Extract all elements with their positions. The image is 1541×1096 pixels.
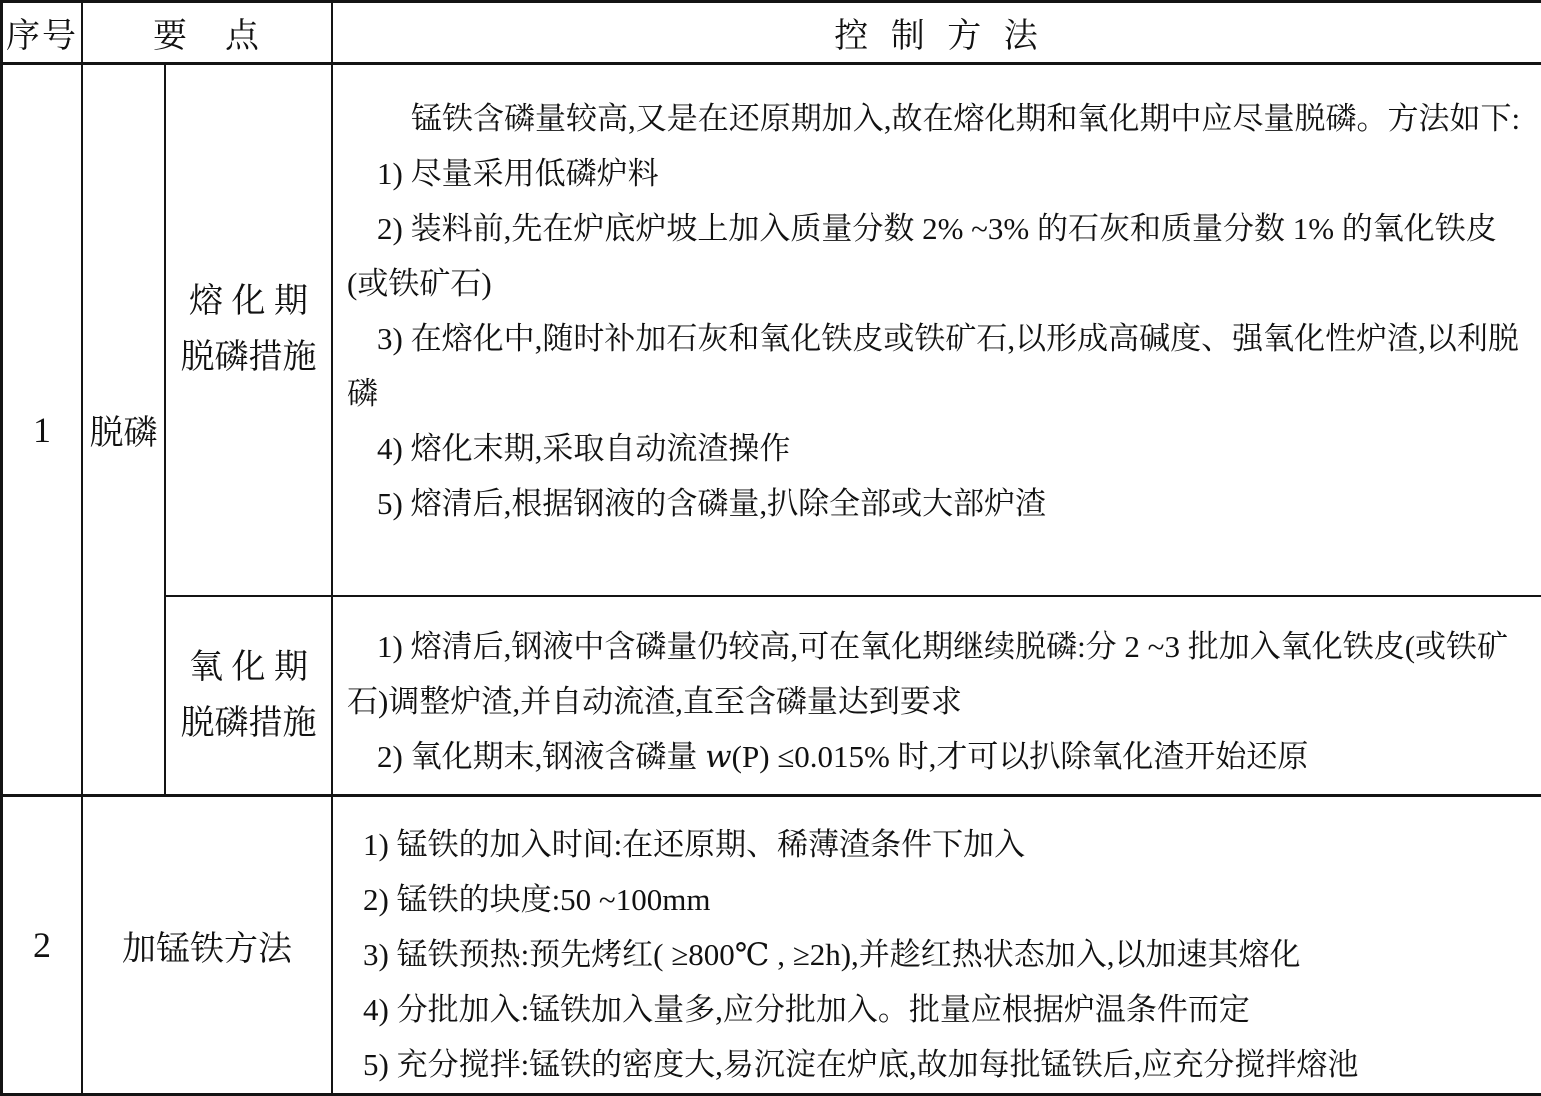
row1-oxidation-label-cell	[166, 597, 333, 797]
list-item: 4) 分批加入:锰铁加入量多,应分批加入。批量应根据炉温条件而定	[363, 992, 1250, 1027]
row1-melting-label-cell	[166, 65, 333, 597]
header-seq-label: 序号	[6, 18, 78, 55]
row1-seq-cell	[3, 65, 83, 797]
list-item: 1) 熔清后,钢液中含磷量仍较高,可在氧化期继续脱磷:分 2 ~3 批加入氧化铁皮(或铁矿石)调整炉渣,并自动流渣,直至含磷量达到要求	[347, 629, 1509, 719]
header-method-label: 控 制 方 法	[834, 18, 1040, 55]
list-item-formula	[347, 729, 1535, 785]
row2-seq: 2	[33, 925, 51, 965]
paragraph: 锰铁含磷量较高,又是在还原期加入,故在熔化期和氧化期中应尽量脱磷。方法如下:	[411, 101, 1521, 136]
list-item: 3) 在熔化中,随时补加石灰和氧化铁皮或铁矿石,以形成高碱度、强氧化性炉渣,以利脱磷	[347, 321, 1519, 411]
list-item: 3) 锰铁预热:预先烤红( ≥800℃ , ≥2h),并趁红热状态加入,以加速其熔化	[363, 937, 1301, 972]
row1-melting-content-cell	[333, 65, 1541, 597]
list-item: 1) 尽量采用低磷炉料	[377, 156, 659, 191]
row2-content-cell	[333, 797, 1541, 1093]
list-item: 2) 装料前,先在炉底炉坡上加入质量分数 2% ~3% 的石灰和质量分数 1% 的氧化铁皮(或铁矿石)	[347, 211, 1497, 301]
header-seq	[3, 3, 83, 65]
formula-pre: 2) 氧化期末,钢液含磷量	[377, 739, 706, 774]
row1-point-label: 脱磷	[89, 415, 158, 452]
row1-seq: 1	[33, 409, 51, 450]
list-item: 5) 充分搅拌:锰铁的密度大,易沉淀在炉底,故加每批锰铁后,应充分搅拌熔池	[363, 1047, 1359, 1082]
row2-seq-cell	[3, 797, 83, 1093]
list-item: 1) 锰铁的加入时间:在还原期、稀薄渣条件下加入	[363, 827, 1026, 862]
list-item: 5) 熔清后,根据钢液的含磷量,扒除全部或大部炉渣	[377, 486, 1047, 521]
row1-oxidation-content-cell	[333, 597, 1541, 797]
oxidation-period-label-line1: 氧 化 期	[189, 648, 308, 686]
header-method	[333, 3, 1541, 65]
header-points	[83, 3, 333, 65]
formula-variable: w	[705, 739, 732, 775]
row1-point-cell	[83, 65, 166, 797]
header-points-label: 要 点	[153, 18, 261, 55]
list-item: 4) 熔化末期,采取自动流渣操作	[377, 431, 791, 466]
oxidation-period-label-line2: 脱磷措施	[180, 704, 317, 742]
formula-post: (P) ≤0.015% 时,才可以扒除氧化渣开始还原	[731, 739, 1309, 774]
list-item: 2) 锰铁的块度:50 ~100mm	[363, 882, 711, 917]
row2-point-label: 加锰铁方法	[122, 930, 292, 968]
melting-period-label-line2: 脱磷措施	[180, 339, 317, 376]
row2-point-cell	[83, 797, 333, 1093]
melting-period-label-line1: 熔 化 期	[189, 283, 308, 320]
